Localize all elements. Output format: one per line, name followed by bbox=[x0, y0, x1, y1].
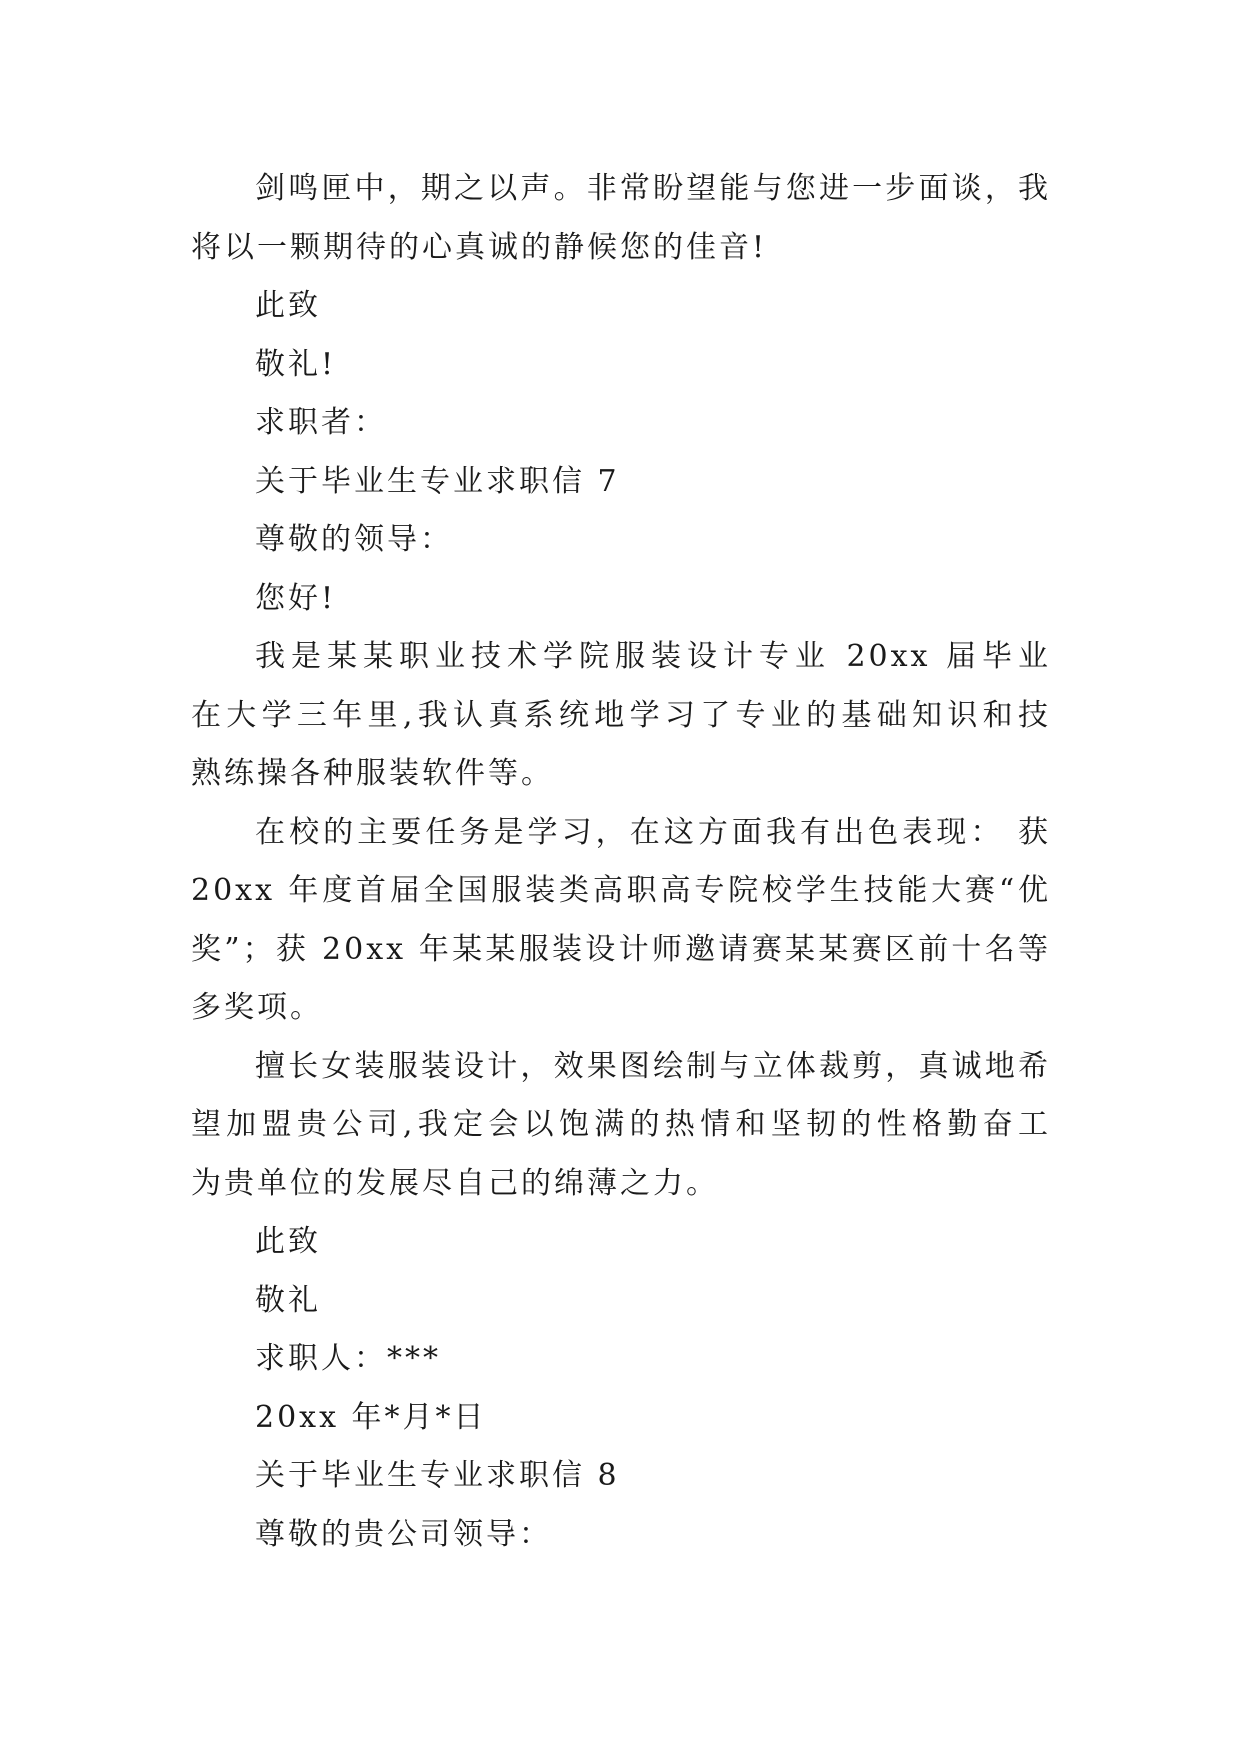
signature-label: 求职者： bbox=[255, 405, 387, 440]
closing-regards: 敬礼 bbox=[255, 1282, 321, 1318]
paragraph-line: 奖”；获 20xx 年某某服装设计师邀请赛某某赛区前十名等 bbox=[191, 931, 1051, 967]
paragraph-line: 将以一颗期待的心真诚的静候您的佳音! bbox=[191, 229, 768, 265]
signature-label: 求职人：*** bbox=[255, 1341, 441, 1376]
paragraph-line: 在校的主要任务是学习，在这方面我有出色表现： 获 bbox=[255, 814, 1051, 850]
paragraph-line: 为贵单位的发展尽自己的绵薄之力。 bbox=[191, 1165, 719, 1201]
paragraph-line: 熟练操各种服装软件等。 bbox=[191, 756, 554, 791]
closing-salutation: 此致 bbox=[255, 1224, 321, 1259]
paragraph-line: 擅长女装服装设计，效果图绘制与立体裁剪，真诚地希 bbox=[255, 1048, 1051, 1084]
paragraph-line: 在大学三年里,我认真系统地学习了专业的基础知识和技 bbox=[191, 697, 1051, 733]
paragraph-line: 多奖项。 bbox=[191, 990, 323, 1025]
salutation: 尊敬的贵公司领导： bbox=[255, 1516, 552, 1552]
paragraph-line: 剑鸣匣中，期之以声。非常盼望能与您进一步面谈，我 bbox=[255, 171, 1051, 206]
paragraph-line: 20xx 年度首届全国服装类高职高专院校学生技能大赛“优 bbox=[191, 873, 1051, 908]
date-line: 20xx 年*月*日 bbox=[255, 1399, 487, 1435]
paragraph-line: 我是某某职业技术学院服装设计专业 20xx 届毕业 bbox=[255, 639, 1051, 674]
letter-heading: 关于毕业生专业求职信 8 bbox=[255, 1458, 620, 1493]
paragraph-line: 望加盟贵公司,我定会以饱满的热情和坚韧的性格勤奋工 bbox=[191, 1107, 1051, 1142]
greeting: 您好! bbox=[255, 580, 337, 616]
salutation: 尊敬的领导： bbox=[255, 522, 453, 557]
closing-regards: 敬礼! bbox=[255, 346, 337, 382]
letter-heading: 关于毕业生专业求职信 7 bbox=[255, 463, 620, 499]
document-body bbox=[191, 160, 1051, 1564]
closing-salutation: 此致 bbox=[255, 288, 321, 323]
